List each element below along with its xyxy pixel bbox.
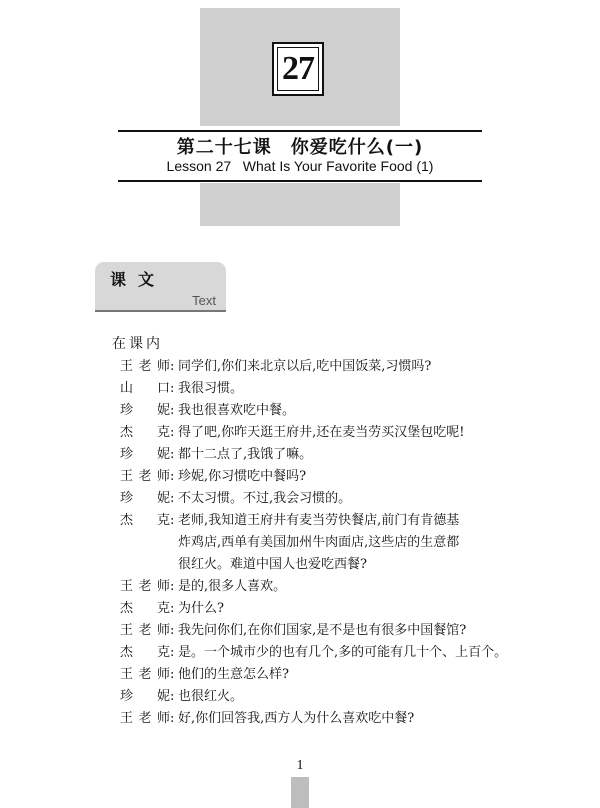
speaker-colon: :	[170, 359, 175, 374]
dialogue-line	[120, 488, 520, 510]
dialogue-line	[120, 510, 520, 532]
speaker-name: 杰克	[120, 601, 170, 616]
speaker-name: 山口	[120, 381, 170, 396]
speaker-colon: :	[170, 403, 175, 418]
lesson-number: 27	[277, 47, 319, 91]
speaker-name: 王老师	[120, 667, 170, 682]
speaker-name: 王老师	[120, 623, 170, 638]
lesson-title-en: Lesson 27 What Is Your Favorite Food (1)	[166, 158, 434, 174]
lesson-number-box	[272, 42, 324, 96]
speaker-colon: :	[170, 425, 175, 440]
speech-text: 炸鸡店,西单有美国加州牛肉面店,这些店的生意都	[178, 535, 460, 550]
speaker-name: 杰克	[120, 425, 170, 440]
speech-text: 是的,很多人喜欢。	[178, 579, 287, 594]
speaker-name: 珍妮	[120, 491, 170, 506]
speech-text: 我也很喜欢吃中餐。	[178, 403, 296, 418]
dialogue-line	[120, 598, 520, 620]
dialogue-line-continuation	[120, 554, 520, 576]
section-title-cn: 课文	[110, 270, 167, 289]
speech-text: 是。一个城市少的也有几个,多的可能有几十个、上百个。	[178, 645, 508, 660]
section-tab-underline	[95, 310, 226, 312]
dialogue-line	[120, 620, 520, 642]
speech-text: 同学们,你们来北京以后,吃中国饭菜,习惯吗?	[178, 359, 432, 374]
dialogue-line	[120, 686, 520, 708]
dialogue	[120, 356, 520, 730]
speech-text: 我先问你们,在你们国家,是不是也有很多中国餐馆?	[178, 623, 467, 638]
speaker-colon: :	[170, 579, 175, 594]
dialogue-line	[120, 642, 520, 664]
page-number: 1	[296, 758, 304, 773]
speaker-colon: :	[170, 689, 175, 704]
dialogue-line	[120, 422, 520, 444]
page-number-bar	[291, 777, 309, 808]
dialogue-line	[120, 708, 520, 730]
speech-text: 不太习惯。不过,我会习惯的。	[178, 491, 352, 506]
speech-text: 为什么?	[178, 601, 224, 616]
speaker-name: 王老师	[120, 469, 170, 484]
dialogue-line	[120, 378, 520, 400]
speaker-name: 王老师	[120, 359, 170, 374]
speech-text: 珍妮,你习惯吃中餐吗?	[178, 469, 307, 484]
scene-heading: 在课内	[112, 336, 163, 352]
dialogue-line	[120, 356, 520, 378]
speaker-colon: :	[170, 601, 175, 616]
speech-text: 得了吧,你昨天逛王府井,还在麦当劳买汉堡包吃呢!	[178, 425, 465, 440]
dialogue-line-continuation	[120, 532, 520, 554]
dialogue-line	[120, 664, 520, 686]
speaker-colon: :	[170, 623, 175, 638]
speech-text: 都十二点了,我饿了嘛。	[178, 447, 313, 462]
speaker-colon: :	[170, 667, 175, 682]
speaker-name: 杰克	[120, 645, 170, 660]
speech-text: 他们的生意怎么样?	[178, 667, 289, 682]
speaker-name: 珍妮	[120, 447, 170, 462]
speaker-colon: :	[170, 711, 175, 726]
dialogue-line	[120, 400, 520, 422]
speaker-colon: :	[170, 469, 175, 484]
dialogue-line	[120, 444, 520, 466]
title-rule-top	[118, 130, 482, 132]
title-rule-bottom	[118, 180, 482, 182]
speaker-colon: :	[170, 491, 175, 506]
speech-text: 老师,我知道王府井有麦当劳快餐店,前门有肯德基	[178, 513, 460, 528]
speech-text: 很红火。难道中国人也爱吃西餐?	[178, 557, 367, 572]
lesson-title-cn: 第二十七课 你爱吃什么(一)	[176, 137, 424, 158]
speaker-name: 珍妮	[120, 689, 170, 704]
speech-text: 好,你们回答我,西方人为什么喜欢吃中餐?	[178, 711, 415, 726]
dialogue-line	[120, 466, 520, 488]
speaker-colon: :	[170, 447, 175, 462]
section-title-en: Text	[192, 293, 216, 308]
header-decoration-bottom	[200, 183, 400, 226]
speech-text: 也很红火。	[178, 689, 244, 704]
speaker-name: 杰克	[120, 513, 170, 528]
speaker-colon: :	[170, 513, 175, 528]
speaker-name: 王老师	[120, 579, 170, 594]
speaker-colon: :	[170, 381, 175, 396]
dialogue-line	[120, 576, 520, 598]
speaker-name: 珍妮	[120, 403, 170, 418]
speaker-name: 王老师	[120, 711, 170, 726]
speech-text: 我很习惯。	[178, 381, 244, 396]
speaker-colon: :	[170, 645, 175, 660]
